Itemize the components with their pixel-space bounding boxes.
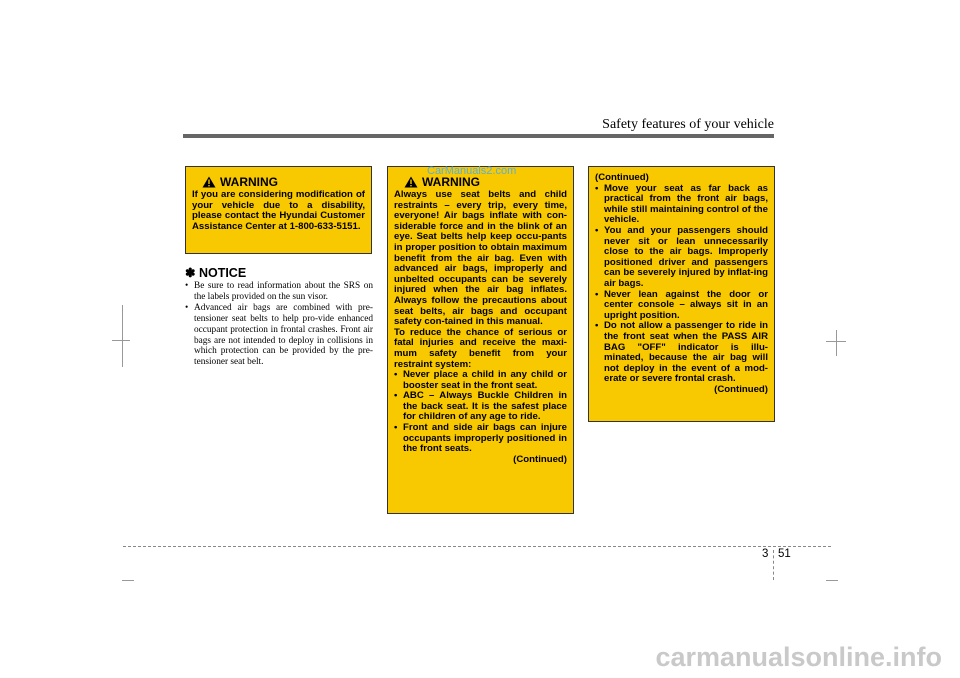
notice-item: • Advanced air bags are combined with pre-tensioner seat belts to help pro-vide enhanced occupant protection in frontal crashes. Front air bags are not intended to deploy in collisions in which protection can be provided by the pre-tensioner seat belt. [185, 302, 373, 368]
warning-item: • Move your seat as far back as practical from the front air bags, while still maintaining control of the vehicle. [595, 182, 768, 226]
warning-heading [202, 175, 365, 189]
warning-item: • You and your passengers should never sit or lean unnecessarily close to the air bags. Improperly positioned driver and passengers can be severely injured by inflat-ing air bags. [595, 224, 768, 289]
crop-mark-left-v [122, 305, 123, 367]
continued-label: (Continued) [595, 172, 649, 183]
continued-label: (Continued) [714, 383, 768, 395]
header-rule [183, 134, 774, 138]
warning-item: • Do not allow a passenger to ride in the front seat when the PASS AIR BAG "OFF" indicator is illu-minated, because the air bag will not deploy in the event of a mod-erate or severe frontal crash. [595, 320, 768, 385]
warning-body [394, 190, 567, 465]
warning-paragraph: Always use seat belts and child restraints – every trip, every time, everyone! Air bags inflate with con-siderable force and in the blink of an eye. Seat belts help keep occu-pants in proper position to obtain maximum benefit from the air bag. Even with advanced air bags, improperly and unbelted occupants can be severely injured when the air bag inflates. Always follow the precautions about seat belts, air bags and occupant safety con-tained in this manual. [394, 189, 567, 328]
warning-item: • ABC – Always Buckle Children in the back seat. It is the safest place for children of any age to ride. [394, 390, 567, 423]
chapter-number: 3 [762, 548, 769, 560]
crop-mark-bl [122, 580, 134, 581]
watermark-top: CarManuals2.com [427, 165, 517, 177]
warning-paragraph: To reduce the chance of serious or fatal injuries and receive the maxi-mum safety benefit from your restraint system: [394, 326, 567, 370]
warning-heading-text: WARNING [422, 175, 480, 189]
crop-mark-right-h [826, 341, 846, 342]
warning-text: If you are considering modification of your vehicle due to a disability, please contact the Hyundai Customer Assistance Center at 1-800-633-5151. [192, 189, 365, 232]
section-title: Safety features of your vehicle [602, 117, 774, 132]
warning-item: • Front and side air bags can injure occupants improperly positioned in the front seats. [394, 422, 567, 455]
warning-heading-text: WARNING [220, 175, 278, 189]
crop-mark-left-h [112, 340, 130, 341]
warning-body [595, 173, 768, 395]
continued-label: (Continued) [513, 453, 567, 465]
warning-heading [404, 175, 567, 189]
warning-triangle-icon [404, 176, 418, 188]
footer-rule [123, 546, 831, 547]
notice-title: ✽ NOTICE [185, 266, 247, 280]
notice-item: • Be sure to read information about the SRS on the labels provided on the sun visor. [185, 281, 373, 302]
crop-mark-br [826, 580, 838, 581]
crop-mark-right-v [836, 330, 837, 356]
warning-box-disability [185, 166, 372, 254]
warning-item: • Never place a child in any child or booster seat in the front seat. [394, 369, 567, 391]
warning-item: • Never lean against the door or center console – always sit in an upright position. [595, 288, 768, 321]
warning-box-seat-belts [387, 166, 574, 514]
watermark-bottom: carmanualsonline.info [655, 642, 942, 672]
warning-triangle-icon [202, 176, 216, 188]
page-number: 51 [778, 548, 791, 560]
warning-box-continued [588, 166, 775, 422]
notice-body [185, 281, 373, 368]
page-separator [773, 550, 774, 580]
